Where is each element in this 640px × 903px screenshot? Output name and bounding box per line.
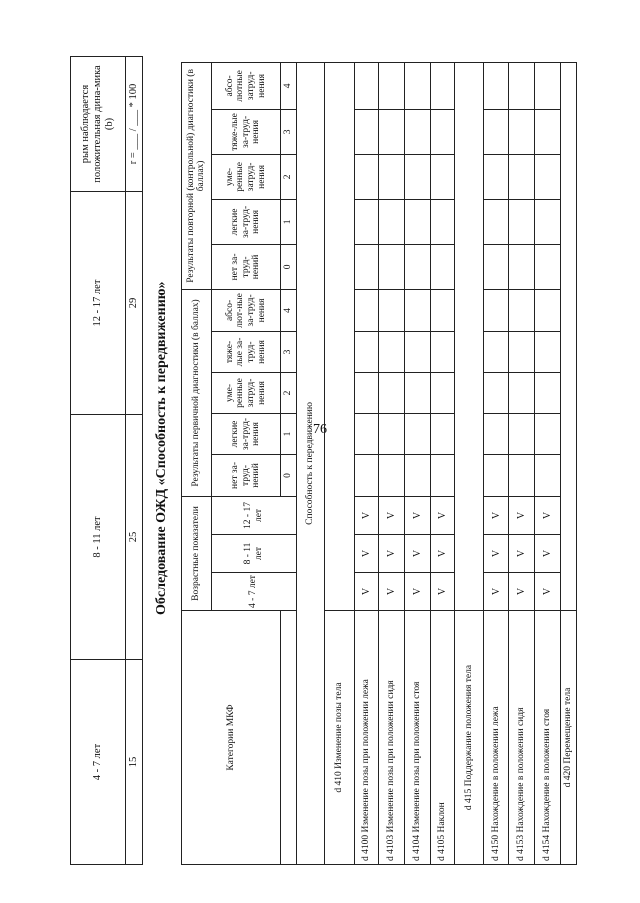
score-cell bbox=[430, 454, 455, 496]
score-cell bbox=[483, 454, 509, 496]
age-check-mark: V bbox=[509, 496, 535, 534]
age-check-mark: V bbox=[354, 496, 379, 534]
age-check-mark: V bbox=[354, 535, 379, 573]
age-check-mark: V bbox=[379, 496, 405, 534]
age-header-8-11: 8 - 11 лет bbox=[71, 415, 126, 660]
value-8-11: 25 bbox=[126, 415, 143, 660]
table-row bbox=[379, 62, 405, 864]
score-cell bbox=[379, 454, 405, 496]
score-cell bbox=[483, 413, 509, 454]
score-cell bbox=[379, 244, 405, 289]
score-cell bbox=[509, 454, 535, 496]
score-cell bbox=[509, 62, 535, 109]
category-label: d 4100 Изменение позы при положении лежа bbox=[354, 611, 379, 865]
score-cell bbox=[430, 62, 455, 109]
score-cell bbox=[509, 289, 535, 331]
age-check-mark: V bbox=[405, 573, 431, 611]
repeat-grade-absolute: абсо-лютные затруд-нения bbox=[211, 62, 281, 109]
category-label: d 4150 Нахождение в положении лежа bbox=[483, 611, 509, 865]
group-label: d 415 Поддержание положения тела bbox=[455, 611, 484, 865]
score-cell bbox=[534, 154, 560, 199]
group-row bbox=[455, 62, 484, 864]
score-cell bbox=[483, 154, 509, 199]
page-number: 76 bbox=[313, 422, 327, 437]
value-4-7: 15 bbox=[126, 660, 143, 865]
score-cell bbox=[430, 244, 455, 289]
score-cell bbox=[405, 244, 431, 289]
score-cell bbox=[430, 199, 455, 244]
score-cell bbox=[430, 331, 455, 372]
age-col-12-17: 12 - 17 лет bbox=[211, 496, 296, 534]
blank-cell bbox=[281, 611, 296, 865]
score-cell bbox=[430, 289, 455, 331]
score-cell bbox=[534, 289, 560, 331]
score-cell bbox=[379, 154, 405, 199]
score-cell bbox=[379, 331, 405, 372]
score-cell bbox=[405, 289, 431, 331]
table-row bbox=[430, 62, 455, 864]
score-cell bbox=[509, 199, 535, 244]
score-cell bbox=[405, 109, 431, 154]
score-cell bbox=[534, 372, 560, 413]
score-cell bbox=[483, 109, 509, 154]
age-header-12-17: 12 - 17 лет bbox=[71, 192, 126, 415]
age-check-mark: V bbox=[430, 496, 455, 534]
age-check-mark: V bbox=[430, 573, 455, 611]
age-check-mark: V bbox=[509, 535, 535, 573]
age-group-header: Возрастные показатели bbox=[182, 496, 212, 610]
score-cell bbox=[354, 289, 379, 331]
score-cell bbox=[405, 154, 431, 199]
score-cell bbox=[509, 244, 535, 289]
section-title: Обследование ОЖД «Способность к передвижению» bbox=[154, 281, 169, 615]
score-cell bbox=[483, 244, 509, 289]
repeat-score-3: 3 bbox=[281, 109, 296, 154]
age-check-mark: V bbox=[534, 535, 560, 573]
group-empty-cells bbox=[455, 62, 484, 610]
score-cell bbox=[509, 372, 535, 413]
score-cell bbox=[354, 454, 379, 496]
repeat-score-1: 1 bbox=[281, 199, 296, 244]
age-check-mark: V bbox=[354, 573, 379, 611]
score-cell bbox=[483, 199, 509, 244]
score-cell bbox=[483, 62, 509, 109]
age-check-mark: V bbox=[430, 535, 455, 573]
repeat-grade-light: легкие за-труд-нения bbox=[211, 199, 281, 244]
score-cell bbox=[379, 62, 405, 109]
category-label: d 4154 Нахождение в положении стоя bbox=[534, 611, 560, 865]
primary-grade-moderate: уме-ренные затруд-нения bbox=[211, 372, 281, 413]
group-label: d 410 Изменение позы тела bbox=[325, 611, 355, 865]
score-cell bbox=[509, 154, 535, 199]
category-label: d 4105 Наклон bbox=[430, 611, 455, 865]
top-table-wrapper bbox=[70, 57, 142, 865]
age-header-4-7: 4 - 7 лет bbox=[71, 660, 126, 865]
score-cell bbox=[354, 244, 379, 289]
score-cell bbox=[430, 154, 455, 199]
score-cell bbox=[534, 109, 560, 154]
value-12-17: 29 bbox=[126, 192, 143, 415]
group-row bbox=[560, 62, 576, 864]
score-cell bbox=[379, 289, 405, 331]
group-label: d 420 Перемещение тела bbox=[560, 611, 576, 865]
age-col-4-7: 4 - 7 лет bbox=[211, 573, 296, 611]
main-table-wrapper bbox=[181, 63, 577, 865]
primary-score-3: 3 bbox=[281, 331, 296, 372]
group-row bbox=[325, 62, 355, 864]
age-check-mark: V bbox=[509, 573, 535, 611]
age-check-mark: V bbox=[379, 535, 405, 573]
age-check-mark: V bbox=[483, 496, 509, 534]
score-cell bbox=[405, 372, 431, 413]
age-summary-table bbox=[70, 56, 143, 865]
age-col-8-11: 8 - 11 лет bbox=[211, 535, 296, 573]
age-check-mark: V bbox=[483, 535, 509, 573]
group-empty-cells bbox=[560, 62, 576, 610]
repeat-score-0: 0 bbox=[281, 244, 296, 289]
score-cell bbox=[430, 372, 455, 413]
score-cell bbox=[379, 413, 405, 454]
assessment-table bbox=[181, 62, 577, 865]
age-check-mark: V bbox=[534, 496, 560, 534]
age-check-mark: V bbox=[405, 496, 431, 534]
primary-grade-light: легкие за-труд-нения bbox=[211, 413, 281, 454]
table-row bbox=[354, 62, 379, 864]
primary-grade-none: нет за-труд-нений bbox=[211, 454, 281, 496]
score-cell bbox=[354, 109, 379, 154]
score-cell bbox=[405, 331, 431, 372]
repeat-score-4: 4 bbox=[281, 62, 296, 109]
score-cell bbox=[405, 62, 431, 109]
section-title-wrapper bbox=[152, 281, 172, 615]
repeat-grade-none: нет за-труд-нений bbox=[211, 244, 281, 289]
repeat-grade-severe: тяже-лые за-труд-нения bbox=[211, 109, 281, 154]
score-cell bbox=[534, 62, 560, 109]
score-cell bbox=[379, 199, 405, 244]
repeat-grade-moderate: уме-ренные затруд-нения bbox=[211, 154, 281, 199]
age-check-mark: V bbox=[534, 573, 560, 611]
category-label: d 4104 Изменение позы при положении стоя bbox=[405, 611, 431, 865]
primary-score-0: 0 bbox=[281, 454, 296, 496]
group-empty-cells bbox=[325, 62, 355, 610]
score-cell bbox=[430, 109, 455, 154]
primary-score-2: 2 bbox=[281, 372, 296, 413]
score-cell bbox=[534, 454, 560, 496]
score-cell bbox=[405, 413, 431, 454]
score-cell bbox=[483, 331, 509, 372]
score-cell bbox=[509, 331, 535, 372]
score-cell bbox=[483, 372, 509, 413]
section-row: Способность к передвижению bbox=[296, 62, 325, 864]
table-row bbox=[483, 62, 509, 864]
primary-grade-severe: тяже-лые за-труд-нения bbox=[211, 331, 281, 372]
score-cell bbox=[534, 199, 560, 244]
repeat-diagnostics-header: Результаты повторной (контрольной) диагностики (в баллах) bbox=[182, 62, 212, 289]
category-label: d 4103 Изменение позы при положении сидя bbox=[379, 611, 405, 865]
table-row bbox=[405, 62, 431, 864]
score-cell bbox=[509, 413, 535, 454]
repeat-score-2: 2 bbox=[281, 154, 296, 199]
score-cell bbox=[405, 454, 431, 496]
score-cell bbox=[379, 372, 405, 413]
age-check-mark: V bbox=[379, 573, 405, 611]
score-cell bbox=[354, 413, 379, 454]
score-cell bbox=[534, 244, 560, 289]
category-label: d 4153 Нахождение в положении сидя bbox=[509, 611, 535, 865]
score-cell bbox=[354, 372, 379, 413]
score-cell bbox=[354, 154, 379, 199]
score-cell bbox=[354, 331, 379, 372]
primary-diagnostics-header: Результаты первичной диагностики (в баллах) bbox=[182, 289, 212, 496]
categories-header: Категории МКФ bbox=[182, 611, 281, 865]
table-row bbox=[534, 62, 560, 864]
dynamics-header: рым наблюдается положительная дина-мика (b) bbox=[71, 57, 126, 192]
score-cell bbox=[405, 199, 431, 244]
primary-grade-absolute: абсо-лют-ные за-труд-нения bbox=[211, 289, 281, 331]
score-cell bbox=[379, 109, 405, 154]
dynamics-formula: r = ___ / ___ * 100 bbox=[126, 57, 143, 192]
table-row bbox=[509, 62, 535, 864]
score-cell bbox=[509, 109, 535, 154]
score-cell bbox=[534, 331, 560, 372]
table-body bbox=[325, 62, 577, 864]
primary-score-1: 1 bbox=[281, 413, 296, 454]
score-cell bbox=[354, 62, 379, 109]
score-cell bbox=[483, 289, 509, 331]
score-cell bbox=[534, 413, 560, 454]
score-cell bbox=[430, 413, 455, 454]
age-check-mark: V bbox=[483, 573, 509, 611]
score-cell bbox=[354, 199, 379, 244]
primary-score-4: 4 bbox=[281, 289, 296, 331]
age-check-mark: V bbox=[405, 535, 431, 573]
